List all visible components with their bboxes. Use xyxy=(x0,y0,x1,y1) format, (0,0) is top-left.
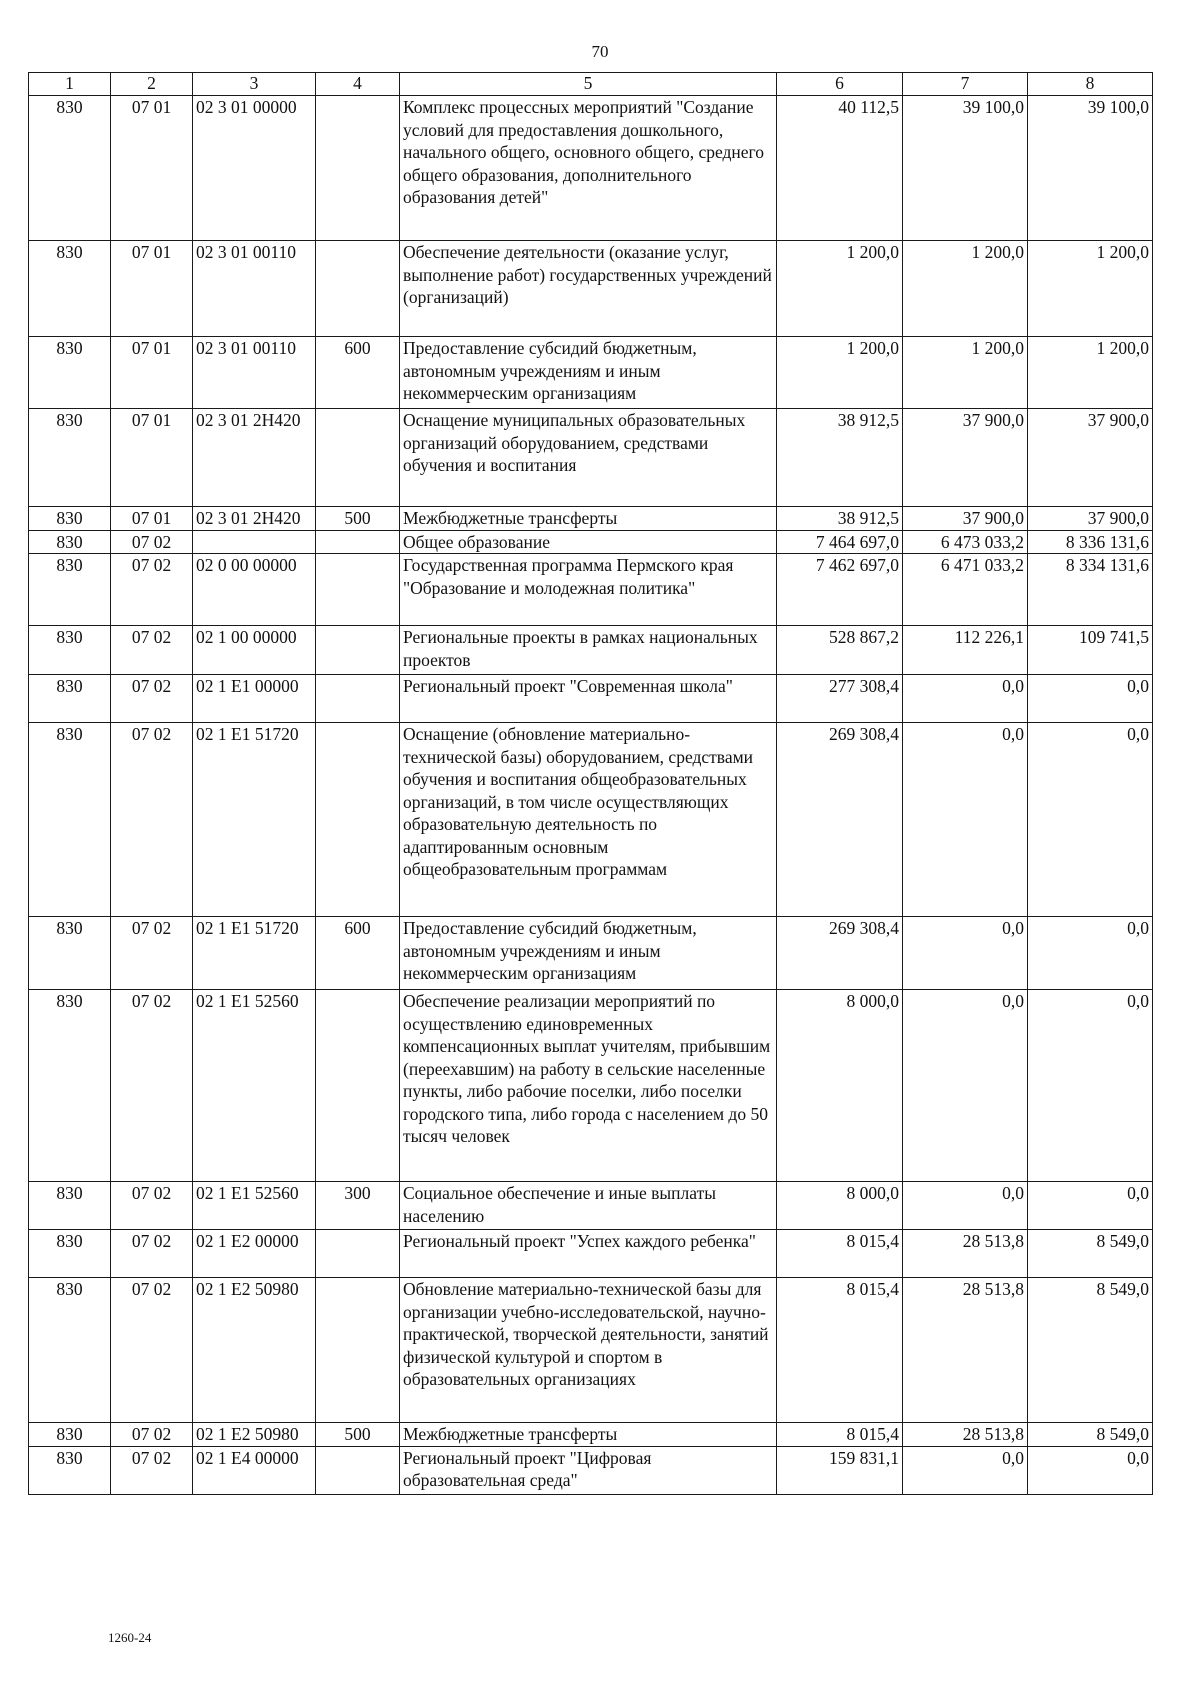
amount-year2-cell: 39 100,0 xyxy=(903,96,1028,241)
section-code-cell: 07 01 xyxy=(111,96,193,241)
item-name-cell: Межбюджетные трансферты xyxy=(400,507,777,531)
target-article-cell: 02 3 01 00110 xyxy=(193,241,316,337)
amount-year2-cell: 37 900,0 xyxy=(903,409,1028,507)
amount-year2-cell: 0,0 xyxy=(903,1446,1028,1494)
item-name-cell: Обновление материально-технической базы для организации учебно-исследовательской, научно-практической, творческой деятельности, занятий физической культурой и спортом в образовательных организациях xyxy=(400,1278,777,1423)
amount-year1-cell: 7 464 697,0 xyxy=(777,530,903,554)
item-name-cell: Обеспечение деятельности (оказание услуг, выполнение работ) государственных учреждений (организаций) xyxy=(400,241,777,337)
ministry-code-cell: 830 xyxy=(29,1278,111,1423)
table-row xyxy=(29,241,1153,337)
amount-year1-cell: 8 015,4 xyxy=(777,1278,903,1423)
ministry-code-cell: 830 xyxy=(29,507,111,531)
amount-year2-cell: 28 513,8 xyxy=(903,1230,1028,1278)
amount-year2-cell: 37 900,0 xyxy=(903,507,1028,531)
amount-year3-cell: 8 549,0 xyxy=(1028,1230,1153,1278)
ministry-code-cell: 830 xyxy=(29,626,111,675)
ministry-code-cell: 830 xyxy=(29,917,111,990)
ministry-code-cell: 830 xyxy=(29,409,111,507)
amount-year2-cell: 0,0 xyxy=(903,723,1028,917)
item-name-cell: Региональный проект "Современная школа" xyxy=(400,675,777,723)
amount-year3-cell: 1 200,0 xyxy=(1028,241,1153,337)
amount-year1-cell: 8 015,4 xyxy=(777,1230,903,1278)
expense-type-cell xyxy=(316,241,400,337)
expense-type-cell xyxy=(316,723,400,917)
target-article-cell: 02 1 Е4 00000 xyxy=(193,1446,316,1494)
amount-year3-cell: 0,0 xyxy=(1028,723,1153,917)
target-article-cell: 02 0 00 00000 xyxy=(193,554,316,626)
table-row xyxy=(29,1446,1153,1494)
target-article-cell: 02 1 Е1 52560 xyxy=(193,990,316,1182)
amount-year2-cell: 112 226,1 xyxy=(903,626,1028,675)
expense-type-cell: 500 xyxy=(316,1423,400,1447)
expense-type-cell: 500 xyxy=(316,507,400,531)
amount-year2-cell: 6 471 033,2 xyxy=(903,554,1028,626)
expense-type-cell xyxy=(316,1446,400,1494)
target-article-cell: 02 1 Е2 50980 xyxy=(193,1423,316,1447)
table-row xyxy=(29,1182,1153,1230)
amount-year3-cell: 8 549,0 xyxy=(1028,1278,1153,1423)
target-article-cell: 02 3 01 2Н420 xyxy=(193,507,316,531)
expense-type-cell: 600 xyxy=(316,337,400,409)
section-code-cell: 07 02 xyxy=(111,1446,193,1494)
section-code-cell: 07 02 xyxy=(111,1278,193,1423)
amount-year1-cell: 277 308,4 xyxy=(777,675,903,723)
amount-year2-cell: 0,0 xyxy=(903,990,1028,1182)
target-article-cell: 02 1 00 00000 xyxy=(193,626,316,675)
amount-year2-cell: 0,0 xyxy=(903,917,1028,990)
amount-year3-cell: 0,0 xyxy=(1028,675,1153,723)
item-name-cell: Социальное обеспечение и иные выплаты населению xyxy=(400,1182,777,1230)
amount-year3-cell: 109 741,5 xyxy=(1028,626,1153,675)
ministry-code-cell: 830 xyxy=(29,990,111,1182)
amount-year3-cell: 8 549,0 xyxy=(1028,1423,1153,1447)
ministry-code-cell: 830 xyxy=(29,530,111,554)
ministry-code-cell: 830 xyxy=(29,1446,111,1494)
item-name-cell: Предоставление субсидий бюджетным, автономным учреждениям и иным некоммерческим организациям xyxy=(400,337,777,409)
amount-year1-cell: 159 831,1 xyxy=(777,1446,903,1494)
section-code-cell: 07 01 xyxy=(111,241,193,337)
document-code: 1260-24 xyxy=(108,1630,152,1645)
column-header: 2 xyxy=(111,73,193,96)
amount-year1-cell: 38 912,5 xyxy=(777,507,903,531)
budget-table xyxy=(28,72,1153,1495)
amount-year2-cell: 0,0 xyxy=(903,675,1028,723)
column-header: 8 xyxy=(1028,73,1153,96)
item-name-cell: Оснащение (обновление материально-технической базы) оборудованием, средствами обучения и воспитания общеобразовательных организаций, в том числе осуществляющих образовательную деятельность по адаптированным основным общеобразовательным программам xyxy=(400,723,777,917)
item-name-cell: Региональный проект "Успех каждого ребенка" xyxy=(400,1230,777,1278)
amount-year3-cell: 8 336 131,6 xyxy=(1028,530,1153,554)
target-article-cell: 02 1 Е1 51720 xyxy=(193,917,316,990)
target-article-cell: 02 1 Е1 00000 xyxy=(193,675,316,723)
column-header: 5 xyxy=(400,73,777,96)
table-row xyxy=(29,337,1153,409)
section-code-cell: 07 02 xyxy=(111,554,193,626)
ministry-code-cell: 830 xyxy=(29,1182,111,1230)
amount-year3-cell: 0,0 xyxy=(1028,1182,1153,1230)
target-article-cell: 02 1 Е1 52560 xyxy=(193,1182,316,1230)
target-article-cell: 02 1 Е2 00000 xyxy=(193,1230,316,1278)
amount-year3-cell: 1 200,0 xyxy=(1028,337,1153,409)
table-row xyxy=(29,1230,1153,1278)
amount-year1-cell: 8 000,0 xyxy=(777,990,903,1182)
amount-year3-cell: 0,0 xyxy=(1028,917,1153,990)
section-code-cell: 07 02 xyxy=(111,1423,193,1447)
amount-year1-cell: 1 200,0 xyxy=(777,241,903,337)
expense-type-cell xyxy=(316,96,400,241)
expense-type-cell: 600 xyxy=(316,917,400,990)
amount-year1-cell: 8 000,0 xyxy=(777,1182,903,1230)
ministry-code-cell: 830 xyxy=(29,1230,111,1278)
target-article-cell: 02 3 01 00110 xyxy=(193,337,316,409)
ministry-code-cell: 830 xyxy=(29,1423,111,1447)
expense-type-cell xyxy=(316,675,400,723)
column-header: 6 xyxy=(777,73,903,96)
target-article-cell: 02 1 Е1 51720 xyxy=(193,723,316,917)
section-code-cell: 07 02 xyxy=(111,1182,193,1230)
amount-year1-cell: 38 912,5 xyxy=(777,409,903,507)
item-name-cell: Оснащение муниципальных образовательных организаций оборудованием, средствами обучения и воспитания xyxy=(400,409,777,507)
target-article-cell: 02 1 Е2 50980 xyxy=(193,1278,316,1423)
expense-type-cell xyxy=(316,626,400,675)
amount-year2-cell: 1 200,0 xyxy=(903,337,1028,409)
column-header: 3 xyxy=(193,73,316,96)
item-name-cell: Предоставление субсидий бюджетным, автономным учреждениям и иным некоммерческим организациям xyxy=(400,917,777,990)
amount-year1-cell: 269 308,4 xyxy=(777,723,903,917)
expense-type-cell xyxy=(316,1230,400,1278)
page-number: 70 xyxy=(591,42,609,61)
ministry-code-cell: 830 xyxy=(29,337,111,409)
table-row xyxy=(29,507,1153,531)
section-code-cell: 07 02 xyxy=(111,675,193,723)
table-row xyxy=(29,554,1153,626)
item-name-cell: Межбюджетные трансферты xyxy=(400,1423,777,1447)
section-code-cell: 07 01 xyxy=(111,507,193,531)
amount-year3-cell: 37 900,0 xyxy=(1028,409,1153,507)
target-article-cell: 02 3 01 00000 xyxy=(193,96,316,241)
ministry-code-cell: 830 xyxy=(29,241,111,337)
expense-type-cell xyxy=(316,554,400,626)
amount-year1-cell: 269 308,4 xyxy=(777,917,903,990)
amount-year1-cell: 8 015,4 xyxy=(777,1423,903,1447)
amount-year3-cell: 39 100,0 xyxy=(1028,96,1153,241)
expense-type-cell xyxy=(316,990,400,1182)
table-row xyxy=(29,675,1153,723)
column-header: 7 xyxy=(903,73,1028,96)
amount-year2-cell: 6 473 033,2 xyxy=(903,530,1028,554)
table-row xyxy=(29,917,1153,990)
table-row xyxy=(29,626,1153,675)
section-code-cell: 07 02 xyxy=(111,723,193,917)
item-name-cell: Региональные проекты в рамках национальных проектов xyxy=(400,626,777,675)
amount-year2-cell: 0,0 xyxy=(903,1182,1028,1230)
expense-type-cell xyxy=(316,409,400,507)
amount-year2-cell: 28 513,8 xyxy=(903,1278,1028,1423)
amount-year3-cell: 0,0 xyxy=(1028,990,1153,1182)
table-row xyxy=(29,530,1153,554)
ministry-code-cell: 830 xyxy=(29,723,111,917)
table-row xyxy=(29,723,1153,917)
ministry-code-cell: 830 xyxy=(29,96,111,241)
table-row xyxy=(29,409,1153,507)
column-header: 4 xyxy=(316,73,400,96)
amount-year3-cell: 37 900,0 xyxy=(1028,507,1153,531)
item-name-cell: Общее образование xyxy=(400,530,777,554)
ministry-code-cell: 830 xyxy=(29,675,111,723)
item-name-cell: Обеспечение реализации мероприятий по осуществлению единовременных компенсационных выплат учителям, прибывшим (переехавшим) на работу в сельские населенные пункты, либо рабочие поселки, либо поселки городского типа, либо города с населением до 50 тысяч человек xyxy=(400,990,777,1182)
target-article-cell xyxy=(193,530,316,554)
table-row xyxy=(29,1423,1153,1447)
item-name-cell: Государственная программа Пермского края "Образование и молодежная политика" xyxy=(400,554,777,626)
section-code-cell: 07 02 xyxy=(111,990,193,1182)
section-code-cell: 07 01 xyxy=(111,409,193,507)
amount-year1-cell: 528 867,2 xyxy=(777,626,903,675)
header-row xyxy=(29,73,1153,96)
ministry-code-cell: 830 xyxy=(29,554,111,626)
table-row xyxy=(29,96,1153,241)
table-row xyxy=(29,990,1153,1182)
item-name-cell: Региональный проект "Цифровая образовательная среда" xyxy=(400,1446,777,1494)
amount-year1-cell: 40 112,5 xyxy=(777,96,903,241)
table-row xyxy=(29,1278,1153,1423)
target-article-cell: 02 3 01 2Н420 xyxy=(193,409,316,507)
column-header: 1 xyxy=(29,73,111,96)
amount-year3-cell: 8 334 131,6 xyxy=(1028,554,1153,626)
amount-year2-cell: 28 513,8 xyxy=(903,1423,1028,1447)
section-code-cell: 07 02 xyxy=(111,1230,193,1278)
section-code-cell: 07 02 xyxy=(111,626,193,675)
amount-year1-cell: 1 200,0 xyxy=(777,337,903,409)
expense-type-cell: 300 xyxy=(316,1182,400,1230)
expense-type-cell xyxy=(316,1278,400,1423)
section-code-cell: 07 02 xyxy=(111,530,193,554)
section-code-cell: 07 02 xyxy=(111,917,193,990)
item-name-cell: Комплекс процессных мероприятий "Создание условий для предоставления дошкольного, начального общего, основного общего, среднего общего образования, дополнительного образования детей" xyxy=(400,96,777,241)
section-code-cell: 07 01 xyxy=(111,337,193,409)
amount-year1-cell: 7 462 697,0 xyxy=(777,554,903,626)
amount-year2-cell: 1 200,0 xyxy=(903,241,1028,337)
amount-year3-cell: 0,0 xyxy=(1028,1446,1153,1494)
expense-type-cell xyxy=(316,530,400,554)
